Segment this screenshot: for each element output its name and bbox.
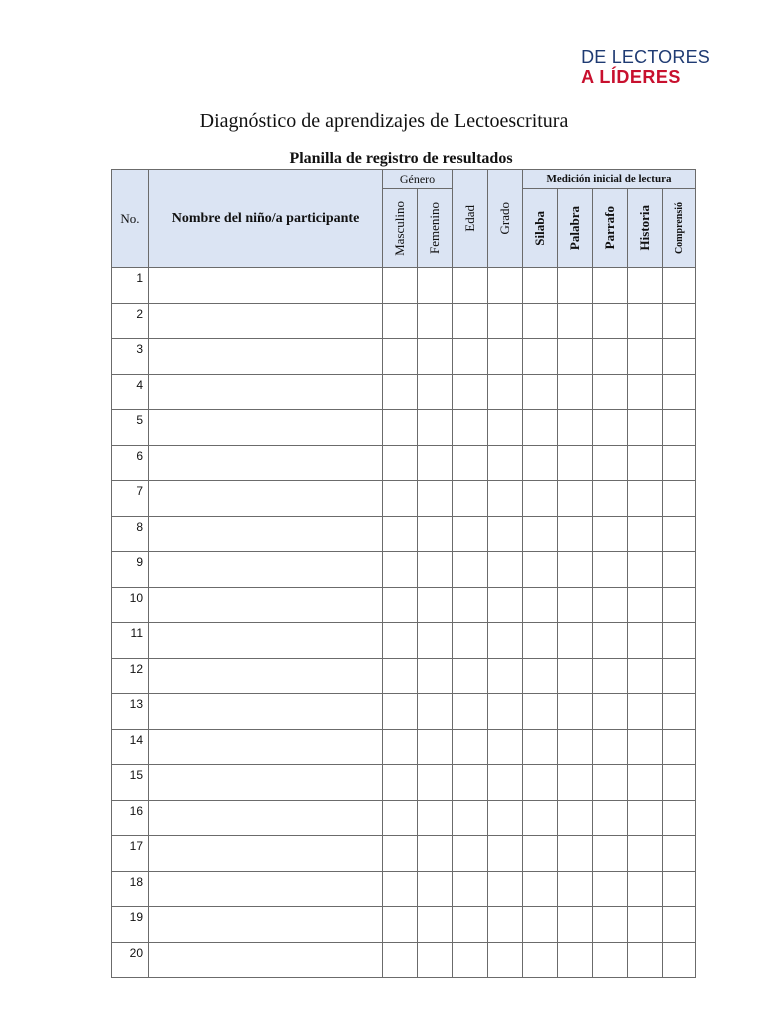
edad-cell[interactable] <box>453 516 488 552</box>
historia-cell[interactable] <box>628 658 663 694</box>
parrafo-cell[interactable] <box>593 445 628 481</box>
femenino-cell[interactable] <box>418 303 453 339</box>
femenino-cell[interactable] <box>418 694 453 730</box>
femenino-cell[interactable] <box>418 552 453 588</box>
brand-logo <box>581 48 710 86</box>
silaba-cell[interactable] <box>523 303 558 339</box>
comprension-cell[interactable] <box>663 339 696 375</box>
table-row <box>112 729 696 765</box>
parrafo-cell[interactable] <box>593 481 628 517</box>
comprension-cell[interactable] <box>663 836 696 872</box>
grado-cell[interactable] <box>488 658 523 694</box>
palabra-cell[interactable] <box>558 658 593 694</box>
row-number: 14 <box>112 729 149 765</box>
grado-cell[interactable] <box>488 623 523 659</box>
palabra-cell[interactable] <box>558 694 593 730</box>
name-cell[interactable] <box>149 836 383 872</box>
silaba-cell[interactable] <box>523 587 558 623</box>
edad-cell[interactable] <box>453 410 488 446</box>
masculino-cell[interactable] <box>383 410 418 446</box>
masculino-cell[interactable] <box>383 800 418 836</box>
table-body <box>112 268 696 978</box>
edad-cell[interactable] <box>453 268 488 304</box>
palabra-cell[interactable] <box>558 410 593 446</box>
femenino-cell[interactable] <box>418 481 453 517</box>
palabra-cell[interactable] <box>558 836 593 872</box>
name-cell[interactable] <box>149 942 383 978</box>
edad-cell[interactable] <box>453 765 488 801</box>
grado-cell[interactable] <box>488 410 523 446</box>
edad-cell[interactable] <box>453 445 488 481</box>
historia-cell[interactable] <box>628 410 663 446</box>
masculino-cell[interactable] <box>383 268 418 304</box>
grado-cell[interactable] <box>488 765 523 801</box>
parrafo-cell[interactable] <box>593 587 628 623</box>
masculino-cell[interactable] <box>383 694 418 730</box>
palabra-cell[interactable] <box>558 552 593 588</box>
edad-cell[interactable] <box>453 339 488 375</box>
palabra-cell[interactable] <box>558 481 593 517</box>
silaba-cell[interactable] <box>523 481 558 517</box>
logo-line-1: DE LECTORES <box>581 47 710 67</box>
historia-cell[interactable] <box>628 374 663 410</box>
comprension-cell[interactable] <box>663 303 696 339</box>
femenino-cell[interactable] <box>418 623 453 659</box>
historia-cell[interactable] <box>628 729 663 765</box>
edad-cell[interactable] <box>453 481 488 517</box>
edad-cell[interactable] <box>453 800 488 836</box>
silaba-cell[interactable] <box>523 871 558 907</box>
edad-cell[interactable] <box>453 836 488 872</box>
historia-cell[interactable] <box>628 587 663 623</box>
masculino-cell[interactable] <box>383 942 418 978</box>
parrafo-cell[interactable] <box>593 552 628 588</box>
masculino-cell[interactable] <box>383 836 418 872</box>
palabra-cell[interactable] <box>558 623 593 659</box>
table-row <box>112 694 696 730</box>
header-parrafo-label: Parrafo <box>602 206 617 250</box>
edad-cell[interactable] <box>453 871 488 907</box>
header-medicion: Medición inicial de lectura <box>523 170 696 189</box>
parrafo-cell[interactable] <box>593 374 628 410</box>
table-row <box>112 871 696 907</box>
grado-cell[interactable] <box>488 942 523 978</box>
document-title: Diagnóstico de aprendizajes de Lectoescritura <box>199 110 569 132</box>
historia-cell[interactable] <box>628 445 663 481</box>
femenino-cell[interactable] <box>418 410 453 446</box>
name-cell[interactable] <box>149 800 383 836</box>
table-row <box>112 410 696 446</box>
grado-cell[interactable] <box>488 800 523 836</box>
parrafo-cell[interactable] <box>593 623 628 659</box>
silaba-cell[interactable] <box>523 729 558 765</box>
comprension-cell[interactable] <box>663 942 696 978</box>
masculino-cell[interactable] <box>383 339 418 375</box>
table-row <box>112 445 696 481</box>
header-masculino-label: Masculino <box>392 200 407 256</box>
masculino-cell[interactable] <box>383 623 418 659</box>
masculino-cell[interactable] <box>383 445 418 481</box>
comprension-cell[interactable] <box>663 481 696 517</box>
palabra-cell[interactable] <box>558 907 593 943</box>
femenino-cell[interactable] <box>418 729 453 765</box>
parrafo-cell[interactable] <box>593 836 628 872</box>
silaba-cell[interactable] <box>523 268 558 304</box>
name-cell[interactable] <box>149 445 383 481</box>
table-row <box>112 481 696 517</box>
comprension-cell[interactable] <box>663 871 696 907</box>
edad-cell[interactable] <box>453 552 488 588</box>
name-cell[interactable] <box>149 623 383 659</box>
name-cell[interactable] <box>149 907 383 943</box>
table-row <box>112 587 696 623</box>
historia-cell[interactable] <box>628 268 663 304</box>
table-row <box>112 339 696 375</box>
comprension-cell[interactable] <box>663 587 696 623</box>
masculino-cell[interactable] <box>383 516 418 552</box>
grado-cell[interactable] <box>488 729 523 765</box>
historia-cell[interactable] <box>628 516 663 552</box>
palabra-cell[interactable] <box>558 729 593 765</box>
edad-cell[interactable] <box>453 303 488 339</box>
comprension-cell[interactable] <box>663 694 696 730</box>
grado-cell[interactable] <box>488 303 523 339</box>
palabra-cell[interactable] <box>558 765 593 801</box>
comprension-cell[interactable] <box>663 552 696 588</box>
table-row <box>112 942 696 978</box>
header-historia-label: Historia <box>637 205 652 251</box>
grado-cell[interactable] <box>488 339 523 375</box>
masculino-cell[interactable] <box>383 729 418 765</box>
row-number: 13 <box>112 694 149 730</box>
silaba-cell[interactable] <box>523 445 558 481</box>
masculino-cell[interactable] <box>383 374 418 410</box>
palabra-cell[interactable] <box>558 303 593 339</box>
femenino-cell[interactable] <box>418 587 453 623</box>
grado-cell[interactable] <box>488 481 523 517</box>
masculino-cell[interactable] <box>383 303 418 339</box>
table-row <box>112 800 696 836</box>
header-edad <box>453 170 488 268</box>
edad-cell[interactable] <box>453 658 488 694</box>
row-number: 7 <box>112 481 149 517</box>
femenino-cell[interactable] <box>418 800 453 836</box>
row-number: 6 <box>112 445 149 481</box>
masculino-cell[interactable] <box>383 587 418 623</box>
historia-cell[interactable] <box>628 481 663 517</box>
table-row <box>112 303 696 339</box>
historia-cell[interactable] <box>628 303 663 339</box>
parrafo-cell[interactable] <box>593 907 628 943</box>
row-number: 8 <box>112 516 149 552</box>
palabra-cell[interactable] <box>558 445 593 481</box>
header-silaba <box>523 189 558 268</box>
table-row <box>112 552 696 588</box>
header-edad-label: Edad <box>462 205 477 232</box>
femenino-cell[interactable] <box>418 268 453 304</box>
header-genero: Género <box>383 170 453 189</box>
silaba-cell[interactable] <box>523 836 558 872</box>
masculino-cell[interactable] <box>383 552 418 588</box>
row-number: 10 <box>112 587 149 623</box>
parrafo-cell[interactable] <box>593 339 628 375</box>
header-grado <box>488 170 523 268</box>
femenino-cell[interactable] <box>418 765 453 801</box>
parrafo-cell[interactable] <box>593 303 628 339</box>
silaba-cell[interactable] <box>523 765 558 801</box>
comprension-cell[interactable] <box>663 623 696 659</box>
table-row <box>112 907 696 943</box>
historia-cell[interactable] <box>628 694 663 730</box>
row-number: 12 <box>112 658 149 694</box>
historia-cell[interactable] <box>628 765 663 801</box>
comprension-cell[interactable] <box>663 907 696 943</box>
parrafo-cell[interactable] <box>593 942 628 978</box>
masculino-cell[interactable] <box>383 658 418 694</box>
historia-cell[interactable] <box>628 907 663 943</box>
masculino-cell[interactable] <box>383 481 418 517</box>
header-palabra <box>558 189 593 268</box>
table-row <box>112 658 696 694</box>
silaba-cell[interactable] <box>523 410 558 446</box>
grado-cell[interactable] <box>488 871 523 907</box>
name-cell[interactable] <box>149 374 383 410</box>
table-row <box>112 836 696 872</box>
femenino-cell[interactable] <box>418 871 453 907</box>
row-number: 9 <box>112 552 149 588</box>
historia-cell[interactable] <box>628 942 663 978</box>
masculino-cell[interactable] <box>383 765 418 801</box>
row-number: 16 <box>112 800 149 836</box>
header-palabra-label: Palabra <box>567 205 582 251</box>
name-cell[interactable] <box>149 303 383 339</box>
silaba-cell[interactable] <box>523 800 558 836</box>
grado-cell[interactable] <box>488 694 523 730</box>
table-row <box>112 623 696 659</box>
name-cell[interactable] <box>149 587 383 623</box>
femenino-cell[interactable] <box>418 658 453 694</box>
row-number: 5 <box>112 410 149 446</box>
grado-cell[interactable] <box>488 374 523 410</box>
comprension-cell[interactable] <box>663 729 696 765</box>
header-femenino <box>418 189 453 268</box>
name-cell[interactable] <box>149 481 383 517</box>
table-row <box>112 374 696 410</box>
silaba-cell[interactable] <box>523 942 558 978</box>
silaba-cell[interactable] <box>523 694 558 730</box>
comprension-cell[interactable] <box>663 800 696 836</box>
edad-cell[interactable] <box>453 623 488 659</box>
palabra-cell[interactable] <box>558 871 593 907</box>
femenino-cell[interactable] <box>418 374 453 410</box>
header-historia <box>628 189 663 268</box>
row-number: 2 <box>112 303 149 339</box>
parrafo-cell[interactable] <box>593 871 628 907</box>
femenino-cell[interactable] <box>418 339 453 375</box>
palabra-cell[interactable] <box>558 587 593 623</box>
header-grado-label: Grado <box>497 202 512 235</box>
historia-cell[interactable] <box>628 552 663 588</box>
grado-cell[interactable] <box>488 516 523 552</box>
silaba-cell[interactable] <box>523 339 558 375</box>
edad-cell[interactable] <box>453 942 488 978</box>
row-number: 19 <box>112 907 149 943</box>
historia-cell[interactable] <box>628 339 663 375</box>
masculino-cell[interactable] <box>383 907 418 943</box>
masculino-cell[interactable] <box>383 871 418 907</box>
silaba-cell[interactable] <box>523 374 558 410</box>
palabra-cell[interactable] <box>558 800 593 836</box>
name-cell[interactable] <box>149 694 383 730</box>
historia-cell[interactable] <box>628 800 663 836</box>
edad-cell[interactable] <box>453 374 488 410</box>
row-number: 20 <box>112 942 149 978</box>
historia-cell[interactable] <box>628 836 663 872</box>
parrafo-cell[interactable] <box>593 694 628 730</box>
header-name: Nombre del niño/a participante <box>149 170 383 268</box>
header-no: No. <box>112 170 149 268</box>
palabra-cell[interactable] <box>558 374 593 410</box>
historia-cell[interactable] <box>628 871 663 907</box>
grado-cell[interactable] <box>488 445 523 481</box>
row-number: 3 <box>112 339 149 375</box>
name-cell[interactable] <box>149 410 383 446</box>
parrafo-cell[interactable] <box>593 729 628 765</box>
name-cell[interactable] <box>149 268 383 304</box>
header-silaba-label: Silaba <box>532 210 547 246</box>
edad-cell[interactable] <box>453 729 488 765</box>
name-cell[interactable] <box>149 729 383 765</box>
header-femenino-label: Femenino <box>427 202 442 254</box>
comprension-cell[interactable] <box>663 268 696 304</box>
header-masculino <box>383 189 418 268</box>
grado-cell[interactable] <box>488 552 523 588</box>
row-number: 11 <box>112 623 149 659</box>
header-comprension-label: Comprensió <box>673 201 685 255</box>
grado-cell[interactable] <box>488 587 523 623</box>
historia-cell[interactable] <box>628 623 663 659</box>
grado-cell[interactable] <box>488 907 523 943</box>
palabra-cell[interactable] <box>558 339 593 375</box>
palabra-cell[interactable] <box>558 268 593 304</box>
header-comprension <box>663 189 696 268</box>
row-number: 18 <box>112 871 149 907</box>
femenino-cell[interactable] <box>418 942 453 978</box>
name-cell[interactable] <box>149 339 383 375</box>
comprension-cell[interactable] <box>663 516 696 552</box>
row-number: 4 <box>112 374 149 410</box>
silaba-cell[interactable] <box>523 658 558 694</box>
parrafo-cell[interactable] <box>593 410 628 446</box>
parrafo-cell[interactable] <box>593 268 628 304</box>
silaba-cell[interactable] <box>523 552 558 588</box>
edad-cell[interactable] <box>453 587 488 623</box>
table-row <box>112 765 696 801</box>
comprension-cell[interactable] <box>663 410 696 446</box>
row-number: 15 <box>112 765 149 801</box>
name-cell[interactable] <box>149 516 383 552</box>
table-title: Planilla de registro de resultados <box>289 150 513 167</box>
results-table <box>111 169 696 978</box>
palabra-cell[interactable] <box>558 942 593 978</box>
header-parrafo <box>593 189 628 268</box>
femenino-cell[interactable] <box>418 516 453 552</box>
femenino-cell[interactable] <box>418 836 453 872</box>
silaba-cell[interactable] <box>523 907 558 943</box>
table-row <box>112 516 696 552</box>
comprension-cell[interactable] <box>663 658 696 694</box>
name-cell[interactable] <box>149 871 383 907</box>
edad-cell[interactable] <box>453 694 488 730</box>
silaba-cell[interactable] <box>523 623 558 659</box>
table-row <box>112 268 696 304</box>
comprension-cell[interactable] <box>663 765 696 801</box>
parrafo-cell[interactable] <box>593 765 628 801</box>
parrafo-cell[interactable] <box>593 516 628 552</box>
comprension-cell[interactable] <box>663 445 696 481</box>
name-cell[interactable] <box>149 658 383 694</box>
name-cell[interactable] <box>149 552 383 588</box>
comprension-cell[interactable] <box>663 374 696 410</box>
name-cell[interactable] <box>149 765 383 801</box>
palabra-cell[interactable] <box>558 516 593 552</box>
parrafo-cell[interactable] <box>593 658 628 694</box>
parrafo-cell[interactable] <box>593 800 628 836</box>
grado-cell[interactable] <box>488 836 523 872</box>
grado-cell[interactable] <box>488 268 523 304</box>
logo-line-2: A LÍDERES <box>581 67 681 87</box>
row-number: 17 <box>112 836 149 872</box>
edad-cell[interactable] <box>453 907 488 943</box>
femenino-cell[interactable] <box>418 907 453 943</box>
row-number: 1 <box>112 268 149 304</box>
silaba-cell[interactable] <box>523 516 558 552</box>
femenino-cell[interactable] <box>418 445 453 481</box>
